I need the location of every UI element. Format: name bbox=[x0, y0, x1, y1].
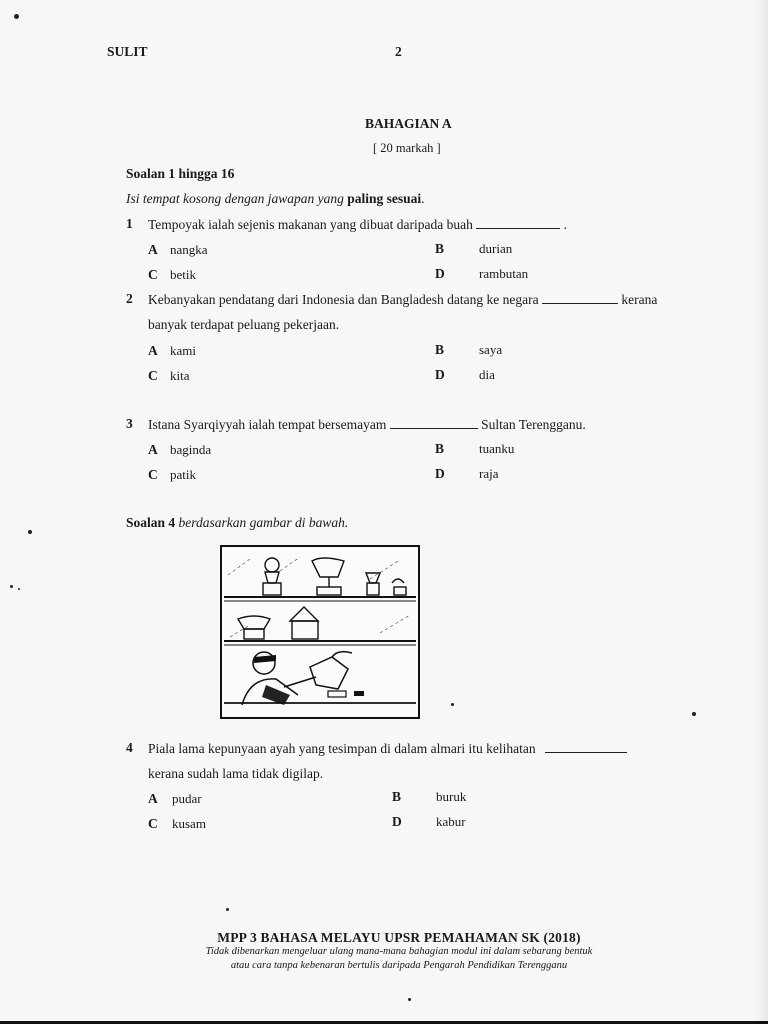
scan-speck bbox=[14, 14, 19, 19]
option-letter: B bbox=[435, 241, 445, 256]
question-2-text-line1: Kebanyakan pendatang dari Indonesia dan Bangladesh datang ke negara kerana bbox=[148, 292, 658, 307]
question-number: 2 bbox=[126, 291, 133, 306]
option-text: pudar bbox=[172, 791, 202, 806]
footer-note-line2: atau cara tanpa kebenaran bertulis daripada Pengarah Pendidikan Terengganu bbox=[230, 960, 568, 971]
instructions-text: Isi tempat kosong dengan jawapan yang paling sesuai. bbox=[126, 191, 425, 206]
answer-blank bbox=[390, 416, 478, 429]
option-letter: C bbox=[148, 467, 158, 482]
question-1-text: Tempoyak ialah sejenis makanan yang dibuat daripada buah . bbox=[148, 217, 567, 232]
scan-edge-shadow bbox=[754, 0, 768, 1024]
question-number: 4 bbox=[126, 740, 133, 755]
option-letter: D bbox=[392, 814, 402, 829]
option-text: kita bbox=[170, 368, 190, 383]
scan-speck bbox=[10, 585, 13, 588]
option-letter: B bbox=[435, 441, 445, 456]
answer-blank bbox=[476, 216, 560, 229]
instructions-heading: Soalan 1 hingga 16 bbox=[126, 166, 235, 181]
option-text: raja bbox=[479, 466, 499, 481]
trophy-cabinet-illustration bbox=[220, 545, 420, 719]
scan-speck bbox=[692, 712, 696, 716]
footer-note-line1: Tidak dibenarkan mengeluar ulang mana-mana bahagian modul ini dalam sebarang bentuk bbox=[205, 946, 593, 957]
scan-speck bbox=[28, 530, 32, 534]
option-text: baginda bbox=[170, 442, 212, 457]
option-letter: D bbox=[435, 466, 445, 481]
option-text: rambutan bbox=[479, 266, 529, 281]
option-letter: C bbox=[148, 267, 158, 282]
page-number: 2 bbox=[395, 44, 402, 59]
scan-speck bbox=[18, 588, 20, 590]
option-letter: A bbox=[148, 442, 158, 457]
question-4-text-line1: Piala lama kepunyaan ayah yang tesimpan di dalam almari itu kelihatan bbox=[148, 740, 627, 757]
question-4-text-line2: kerana sudah lama tidak digilap. bbox=[148, 766, 324, 781]
sulit-label: SULIT bbox=[107, 44, 148, 59]
answer-blank bbox=[542, 291, 618, 304]
option-letter: A bbox=[148, 791, 158, 806]
section-title: BAHAGIAN A bbox=[365, 116, 452, 131]
question-3-text: Istana Syarqiyyah ialah tempat bersemayam Sultan Terengganu. bbox=[148, 417, 586, 432]
option-letter: A bbox=[148, 242, 158, 257]
option-text: patik bbox=[170, 467, 196, 482]
option-text: kabur bbox=[436, 814, 466, 829]
option-text: buruk bbox=[436, 789, 467, 804]
option-letter: C bbox=[148, 368, 158, 383]
option-text: kami bbox=[170, 343, 196, 358]
option-text: saya bbox=[479, 342, 503, 357]
question-number: 1 bbox=[126, 216, 133, 231]
option-text: dia bbox=[479, 367, 495, 382]
scan-speck bbox=[451, 703, 454, 706]
scan-speck bbox=[408, 998, 411, 1001]
question-number: 3 bbox=[126, 416, 133, 431]
option-letter: C bbox=[148, 816, 158, 831]
footer-title: MPP 3 BAHASA MELAYU UPSR PEMAHAMAN SK (2018) bbox=[217, 930, 581, 945]
option-text: nangka bbox=[170, 242, 208, 257]
option-letter: D bbox=[435, 266, 445, 281]
scan-speck bbox=[226, 908, 229, 911]
section-marks: [ 20 markah ] bbox=[373, 141, 441, 155]
option-letter: B bbox=[435, 342, 445, 357]
option-text: kusam bbox=[172, 816, 206, 831]
option-letter: A bbox=[148, 343, 158, 358]
option-text: tuanku bbox=[479, 441, 515, 456]
answer-blank bbox=[545, 740, 627, 753]
question-2-text-line2: banyak terdapat peluang pekerjaan. bbox=[148, 317, 340, 332]
option-text: betik bbox=[170, 267, 196, 282]
option-letter: B bbox=[392, 789, 402, 804]
question-4-intro: Soalan 4 berdasarkan gambar di bawah. bbox=[126, 515, 349, 530]
option-text: durian bbox=[479, 241, 513, 256]
option-letter: D bbox=[435, 367, 445, 382]
